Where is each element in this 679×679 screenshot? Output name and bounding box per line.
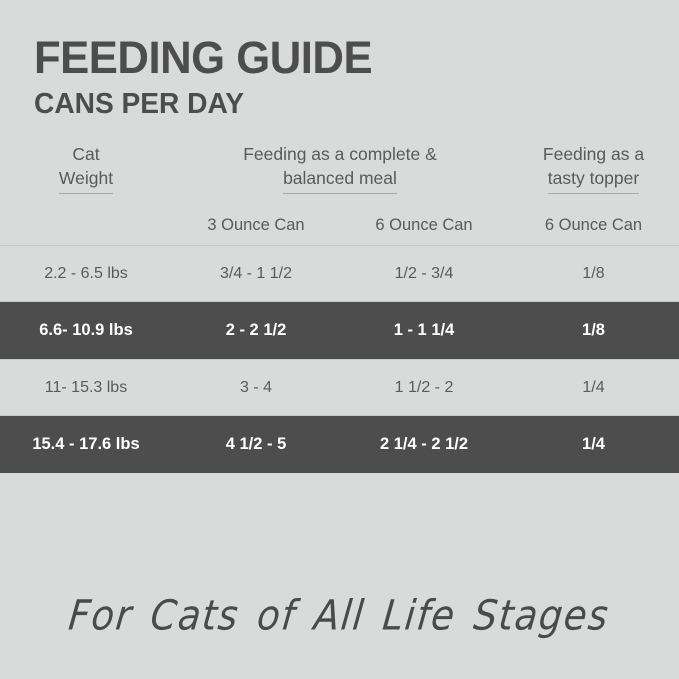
cell-complete-6oz: 1/2 - 3/4 xyxy=(394,264,454,282)
cell-topper-6oz: 1/8 xyxy=(582,321,605,340)
table-row xyxy=(0,245,679,302)
subheader-complete-3oz: 3 Ounce Can xyxy=(207,215,305,234)
subheader-complete-6oz: 6 Ounce Can xyxy=(375,215,473,234)
table-row xyxy=(0,416,679,473)
header-complete-meal-line1: Feeding as a complete & xyxy=(243,144,437,165)
cell-complete-6oz: 1 - 1 1/4 xyxy=(393,321,455,340)
table-subheader-row xyxy=(0,205,679,245)
subheader-topper-6oz: 6 Ounce Can xyxy=(544,215,643,234)
footer xyxy=(0,591,679,640)
cell-topper-6oz: 1/8 xyxy=(582,264,605,282)
page-subtitle: CANS PER DAY xyxy=(34,88,244,121)
cell-weight: 15.4 - 17.6 lbs xyxy=(32,435,140,454)
header-tasty-topper-line1: Feeding as a xyxy=(542,144,645,165)
table-header-row xyxy=(0,143,679,205)
table-row xyxy=(0,359,679,416)
cell-complete-3oz: 4 1/2 - 5 xyxy=(225,435,287,454)
cell-complete-6oz: 1 1/2 - 2 xyxy=(394,378,454,396)
footer-tagline: For Cats of All Life Stages xyxy=(66,591,613,640)
cell-complete-3oz: 3/4 - 1 1/2 xyxy=(219,264,293,282)
page-title: FEEDING GUIDE xyxy=(34,32,373,83)
cell-complete-3oz: 2 - 2 1/2 xyxy=(225,321,287,340)
cell-weight: 2.2 - 6.5 lbs xyxy=(44,264,128,282)
cell-complete-3oz: 3 - 4 xyxy=(239,378,272,396)
header-complete-meal xyxy=(172,143,508,194)
feeding-table xyxy=(0,143,679,473)
cell-complete-6oz: 2 1/4 - 2 1/2 xyxy=(379,435,469,454)
cell-weight: 6.6- 10.9 lbs xyxy=(39,321,133,340)
cell-topper-6oz: 1/4 xyxy=(582,378,605,396)
header-tasty-topper-line2: tasty topper xyxy=(548,167,639,195)
header-cat-weight-line2: Weight xyxy=(59,167,113,195)
header-cat-weight-line1: Cat xyxy=(72,144,100,165)
header-complete-meal-line2: balanced meal xyxy=(283,167,397,195)
cell-topper-6oz: 1/4 xyxy=(582,435,605,454)
header-tasty-topper xyxy=(508,143,679,198)
header-cat-weight xyxy=(0,143,172,198)
cell-weight: 11- 15.3 lbs xyxy=(44,378,128,396)
table-row xyxy=(0,302,679,359)
title-block xyxy=(0,0,679,121)
